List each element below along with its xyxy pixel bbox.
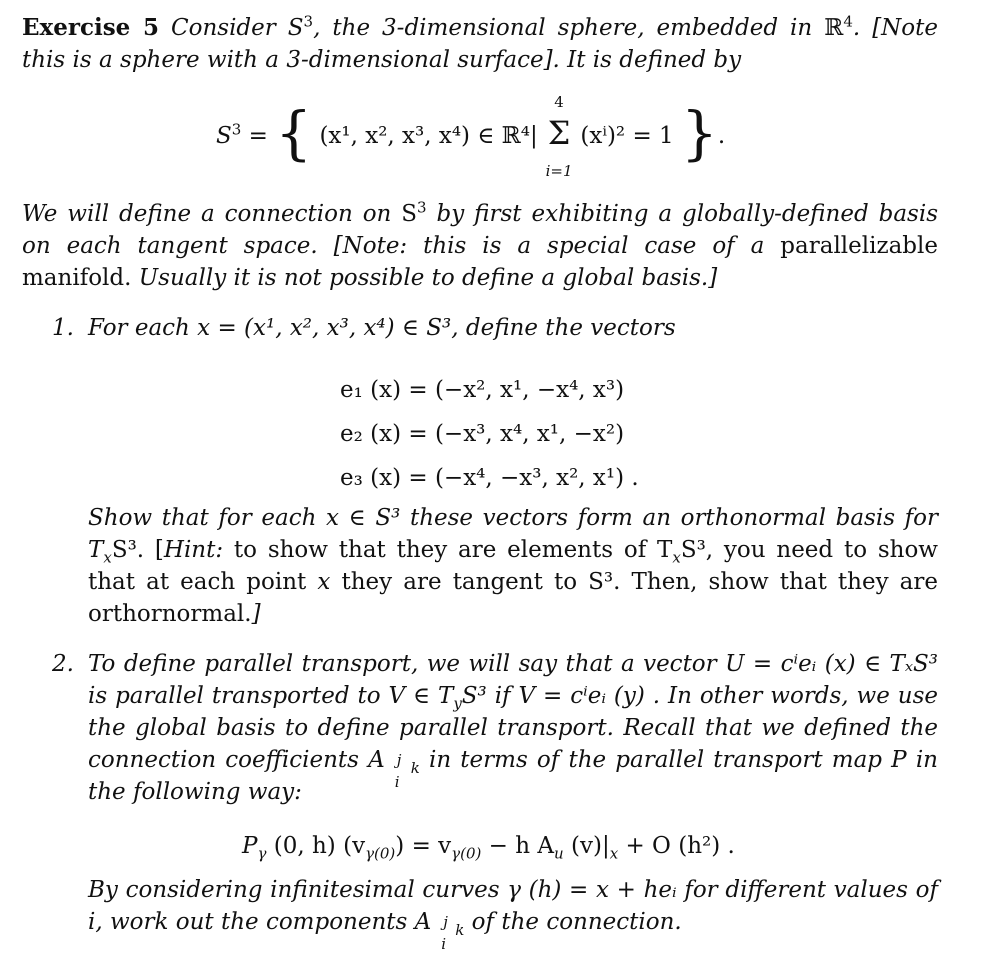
show-text: Show that for each x ∈ S³ these vectors form an orthonormal basis for T — [88, 505, 938, 563]
sphere-definition-equation: $S^3$ = { (x¹, x², x³, x⁴) ∈ ℝ⁴| 4 Σ i=1 (xⁱ)² = 1 }. — [216, 93, 726, 180]
eq-rest2: ) = v — [395, 833, 452, 859]
item-2-number: 2. — [52, 651, 74, 677]
exercise-label: Exercise 5 — [22, 14, 160, 41]
eq-u-sub: u — [554, 844, 564, 863]
eq-gamma0-a: γ(0) — [365, 844, 396, 863]
hint-a: to show that they are elements of T — [223, 537, 673, 563]
show-sub: x — [103, 548, 112, 567]
eq-p: P — [242, 833, 258, 859]
index-j: j — [396, 751, 402, 769]
hint-a-end: S³, you need to show that at each point — [88, 537, 938, 595]
item-1-number: 1. — [52, 315, 74, 341]
final-b: of the connection. — [464, 909, 682, 935]
definition-element: (x¹, x², x³, x⁴) ∈ ℝ⁴| — [319, 123, 538, 149]
basis-vector-e1: e₁ (x) = (−x², x¹, −x⁴, x³) — [340, 377, 625, 403]
connection-paragraph: We will define a connection on $S^3$ by first exhibiting a globally-defined basis on each tangent space. [Note: this is a special case of a parallelizable manifold. Usually it is not possible to define a global basis.] — [22, 198, 938, 291]
para2-d: Usually it is not possible to define a global basis.] — [131, 265, 718, 291]
para2-c: parallelizable manifold. — [22, 233, 938, 291]
item-2-text-a: To define parallel transport, we will say that a vector U = cⁱeᵢ (x) ∈ TₓS³ is parallel transported to V ∈ T — [88, 651, 938, 709]
item-1-intro: For each x = (x¹, x², x³, x⁴) ∈ S³, define the vectors — [88, 315, 676, 341]
eq-rest4: (v)| — [563, 833, 610, 859]
definition-term: (xⁱ)² = 1 — [580, 123, 674, 149]
hint-b: they are tangent to S³. Then, show that they are orthornormal. — [88, 569, 939, 627]
hint-label: Hint: — [163, 537, 224, 563]
sum-lower-limit: i=1 — [545, 162, 573, 180]
intro-text-a: Consider — [171, 15, 288, 41]
index-k: k — [410, 758, 420, 777]
eq-gamma: γ — [257, 844, 267, 863]
index-i: i — [394, 773, 400, 791]
basis-vector-e3: e₃ (x) = (−x⁴, −x³, x², x¹) . — [340, 465, 639, 491]
item-2-text-c: in terms of the parallel transport map P in the following way: — [88, 747, 938, 805]
sum-upper-limit: 4 — [554, 93, 564, 111]
item-2-text-b: S³ if V = cⁱeᵢ (y) . In other words, we use the global basis to define parallel transport. Recall that we defined the connection coefficients A — [88, 683, 938, 773]
intro-text-b: , the 3-dimensional sphere, embedded in — [313, 15, 825, 41]
eq-x-sub: x — [609, 844, 619, 863]
exercise-intro: Exercise 5 Consider $S^3$, the 3-dimensional sphere, embedded in ℝ$^4$. [Note this is a sphere with a 3-dimensional surface]. It is defined by — [22, 12, 938, 73]
item-1-show-paragraph: Show that for each x ∈ S³ these vectors form an orthonormal basis for $T_xS^3$. [Hint: to show that they are elements of $T_xS^3$, you need to show that at each point x they are tangent to S³. Then, show that they are orthornormal.] — [88, 505, 939, 627]
item-2-final-paragraph: By considering infinitesimal curves γ (h) = x + heᵢ for different values of i, work out the components A j i $_k$ of the connection. — [88, 877, 938, 953]
show-end: S³. [ — [111, 537, 164, 563]
hint-close: ] — [251, 601, 261, 627]
eq-rest5: + O (h²) . — [618, 833, 735, 859]
para2-b: by first exhibiting a globally-defined basis on each tangent space. [Note: this is a special case of a — [22, 201, 938, 259]
basis-vector-e2: e₂ (x) = (−x³, x⁴, x¹, −x²) — [340, 421, 625, 447]
definition-lhs: S — [216, 123, 232, 149]
para2-a: We will define a connection on — [22, 201, 402, 227]
intro-text-c: . [Note this is a sphere with a 3-dimensional surface]. It is defined by — [22, 15, 938, 73]
eq-rest3: − h A — [481, 833, 555, 859]
final-a: By considering infinitesimal curves γ (h) = x + heᵢ for different values of i, work out the components A — [88, 877, 938, 935]
list-item-2 — [52, 648, 938, 808]
summation: 4 Σ i=1 — [545, 121, 573, 153]
list-item-1 — [52, 312, 938, 344]
item-2-sub-y: y — [453, 694, 462, 713]
eq-rest: (0, h) (v — [266, 833, 366, 859]
parallel-transport-equation: $P_\gamma$ (0, h) $(v_{\gamma(0)}) = v_{\gamma(0)} - h$ $A_u$ $(v)|_x + O$ (h²) . — [242, 833, 735, 863]
